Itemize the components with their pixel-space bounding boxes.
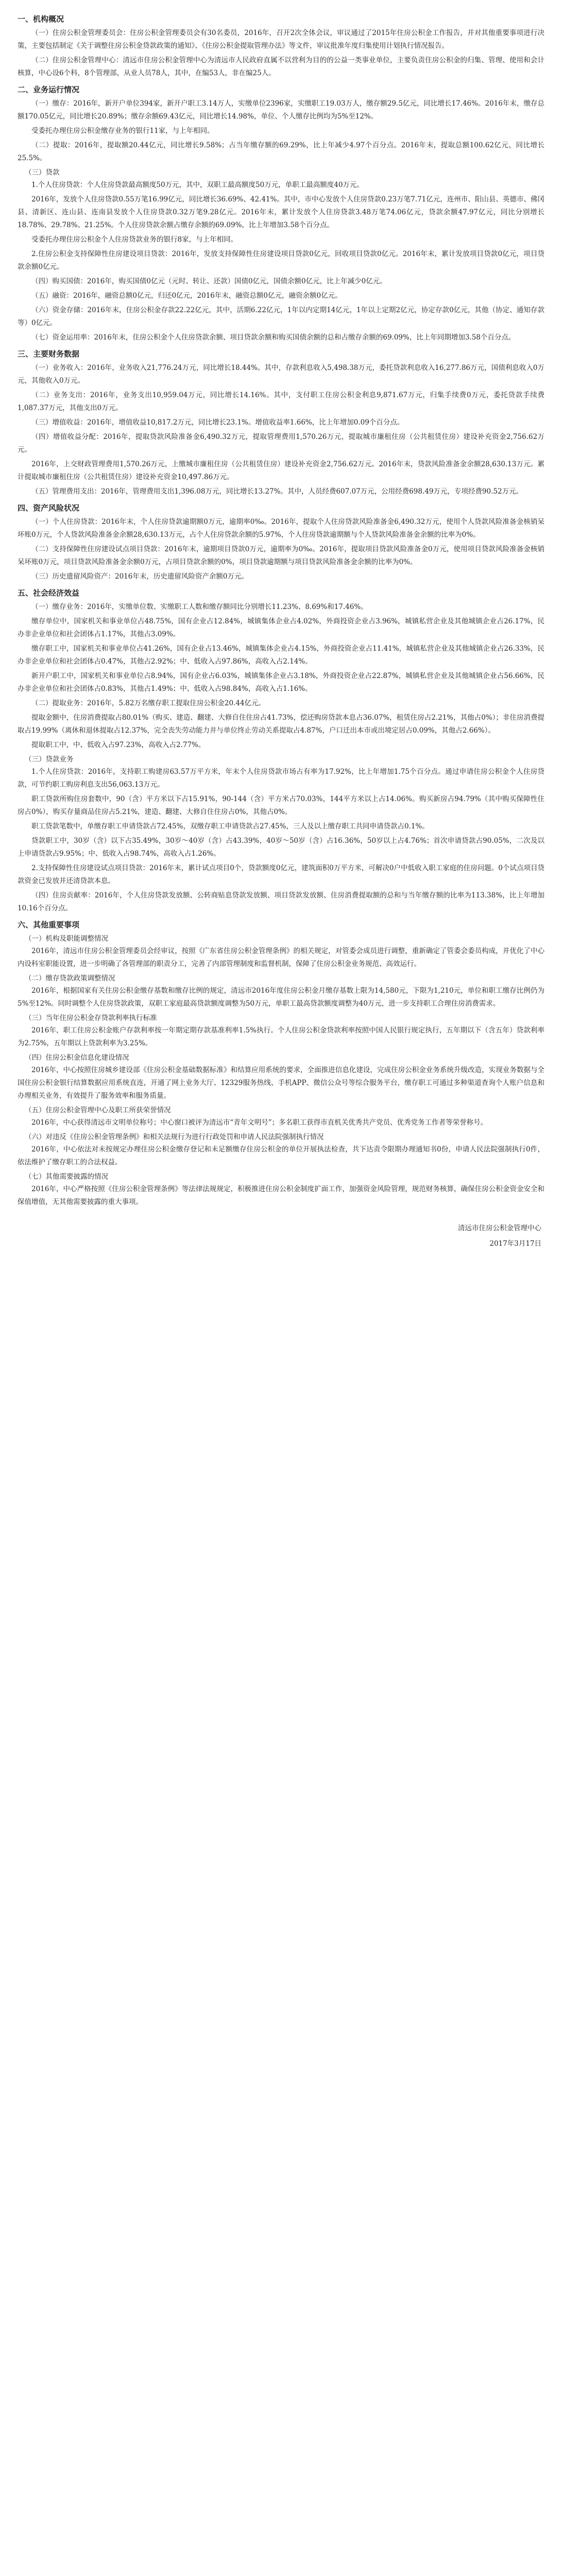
subsection-heading: （七）其他需要披露的情况 bbox=[25, 1173, 108, 1181]
paragraph: （四）住房贡献率：2016年，个人住房贷款发放额、公转商贴息贷款发放额、项目贷款发放额、住房消费提取额的总和与当年缴存额的比率为113.38%，比上年增加10.16个百分点。 bbox=[18, 891, 544, 912]
paragraph: （一）业务收入：2016年，业务收入21,776.24万元，同比增长18.44%。其中，存款利息收入5,498.38万元，委托贷款利息收入16,277.86万元，国债利息收入0万元，其他收入0万元。 bbox=[18, 364, 544, 385]
subsection-heading: （一）机构及职能调整情况 bbox=[25, 935, 108, 943]
paragraph: 2016年，中心严格按照《住房公积金管理条例》等法律法规规定，积极推进住房公积金制度扩面工作，加强资金风险管理，规范财务核算，确保住房公积金资金安全和保值增值，无其他需要披露的重大事项。 bbox=[18, 1185, 544, 1206]
paragraph: （一）缴存业务：2016年，实缴单位数、实缴职工人数和缴存额同比分别增长11.23%、8.69%和17.46%。 bbox=[31, 603, 368, 611]
paragraph: 2016年，中心获得清远市文明单位称号；中心窗口被评为清远市“青年文明号”；多名职工获得市直机关优秀共产党员、优秀党务工作者等荣誉称号。 bbox=[31, 1118, 488, 1127]
paragraph: 1.个人住房贷款：个人住房贷款最高额度50万元，其中，双职工最高额度50万元，单职工最高额度40万元。 bbox=[31, 181, 364, 189]
paragraph: 2016年，根据国家有关住房公积金缴存基数和缴存比例的规定，清远市2016年度住房公积金月缴存基数上限为14,580元，下限为1,210元，单位和职工缴存比例仍为5%至12%。同时调整个人住房贷款政策，双职工家庭最高贷款额度调整为50万元，单职工最高贷款额度调整为40万元，进一步支持职工合理住房消费需求。 bbox=[18, 987, 544, 1008]
subsection-heading: （六）对违反《住房公积金管理条例》和相关法规行为进行行政处罚和申请人民法院强制执行情况 bbox=[25, 1133, 324, 1141]
paragraph: 2.住房公积金支持保障性住房建设项目贷款：2016年，发放支持保障性住房建设项目贷款0亿元，回收项目贷款0亿元。2016年末，累计发放项目贷款0亿元，项目贷款余额0亿元。 bbox=[18, 250, 544, 271]
paragraph: （二）提取：2016年，提取额20.44亿元，同比增长9.58%；占当年缴存额的69.29%，比上年减少4.97个百分点。2016年末，提取总额100.62亿元，同比增长25.5%。 bbox=[18, 141, 544, 162]
paragraph: 2016年，发放个人住房贷款0.55万笔16.99亿元，同比增长36.69%、42.41%。其中，市中心发放个人住房贷款0.23万笔7.71亿元，连州市、阳山县、英德市、佛冈县、清新区、连山县、连南县发放个人住房贷款0.32万笔9.28亿元。2016年末，累计发放个人住房贷款3.48万笔74.06亿元，贷款余额47.97亿元，同比分别增长18.78%、29.78%、21.25%。个人住房贷款余额占缴存余额的69.09%，比上年增加3.58个百分点。 bbox=[18, 195, 544, 229]
issue-date: 2017年3月17日 bbox=[489, 1240, 541, 1248]
paragraph: （二）住房公积金管理中心：清远市住房公积金管理中心为清远市人民政府直属不以营利为目的的公益一类事业单位，主要负责住房公积金的归集、管理、使用和会计核算，中心设6个科，8个管理部，从业人员78人，其中，在编53人，非在编25人。 bbox=[18, 56, 544, 77]
paragraph: 缴存职工中，国家机关和事业单位占41.26%，国有企业占13.46%，城镇集体企业占4.15%，外商投资企业占11.41%，城镇私营企业及其他城镇企业占26.33%，民办非企业单位和社会团体占0.47%，其他占2.92%；中、低收入占97.86%，高收入占2.14%。 bbox=[18, 645, 544, 666]
subsection-heading: （三）贷款业务 bbox=[25, 755, 74, 764]
subsection-heading: （四）住房公积金信息化建设情况 bbox=[25, 1054, 129, 1062]
paragraph: （二）业务支出：2016年，业务支出10,959.04万元，同比增长14.16%。其中，支付职工住房公积金利息9,871.67万元，归集手续费0万元，委托贷款手续费1,087.37万元，其他支出0万元。 bbox=[18, 391, 544, 412]
paragraph: 2016年，清远市住房公积金管理委员会经审议，按照《广东省住房公积金管理条例》的相关规定，对管委会成员进行调整，重新确定了管委会委员构成，并优化了中心内设科室职能设置，进一步明确了各管理部的职责分工，完善了内部管理制度和监督机制，保障了住房公积金业务规范、高效运行。 bbox=[18, 947, 544, 968]
paragraph: （四）增值收益分配：2016年，提取贷款风险准备金6,490.32万元，提取管理费用1,570.26万元，提取城市廉租住房（公共租赁住房）建设补充资金2,756.62万元。 bbox=[18, 433, 544, 454]
paragraph: 2016年，中心按照住房城乡建设部《住房公积金基础数据标准》和结算应用系统的要求，全面推进信息化建设，完成住房公积金业务系统升级改造，实现业务数据与全国住房公积金银行结算数据应用系统直连，开通了网上业务大厅、12329服务热线、手机APP、微信公众号等综合服务平台，缴存职工可通过多种渠道查询个人账户信息和办理相关业务，有效提升了服务效率和服务质量。 bbox=[18, 1066, 544, 1100]
paragraph: （二）支持保障性住房建设试点项目贷款：2016年末，逾期项目贷款0万元，逾期率为0‰。2016年，提取项目贷款风险准备金0万元，使用项目贷款风险准备金核销呆坏账0万元，项目贷款风险准备金余额0万元，占项目贷款余额的0%，项目贷款逾期额与项目贷款风险准备金余额的比率为0%。 bbox=[18, 545, 544, 566]
paragraph: （一）缴存：2016年，新开户单位394家，新开户职工3.14万人，实缴单位2396家，实缴职工19.03万人，缴存额29.5亿元，同比增长17.46%。2016年末，缴存总额170.05亿元，同比增长20.89%；缴存余额69.43亿元，同比增长14.98%，单位、个人缴存比例均为5%至12%。 bbox=[18, 99, 544, 121]
paragraph: 受委托办理住房公积金缴存业务的银行11家，与上年相同。 bbox=[31, 127, 214, 135]
paragraph: （七）资金运用率：2016年末，住房公积金个人住房贷款余额、项目贷款余额和购买国债余额的总和占缴存余额的69.09%，比上年同期增加3.58个百分点。 bbox=[31, 333, 516, 342]
paragraph: 2016年，上交财政管理费用1,570.26万元，上缴城市廉租住房（公共租赁住房）建设补充资金2,756.62万元。2016年末，贷款风险准备金余额28,630.13万元。累计提取城市廉租住房（公共租赁住房）建设补充资金10,497.86万元。 bbox=[18, 460, 544, 481]
paragraph: （一）住房公积金管理委员会：住房公积金管理委员会有30名委员，2016年，召开2次全体会议，审议通过了2015年住房公积金工作报告，并对其他重要事项进行决策，主要包括制定《关于调整住房公积金贷款政策的通知》、《住房公积金提取管理办法》等文件，审议批准年度归集使用计划执行情况报告。 bbox=[18, 29, 544, 50]
paragraph: 贷款职工中，30岁（含）以下占35.49%，30岁～40岁（含）占43.39%，40岁～50岁（含）占16.36%，50岁以上占4.76%；首次申请贷款占90.05%，二次及以上申请贷款占9.95%；中、低收入占98.74%，高收入占1.26%。 bbox=[18, 837, 544, 858]
section-heading: 六、其他重要事项 bbox=[18, 920, 80, 929]
subsection-heading: （三）贷款 bbox=[25, 168, 60, 177]
paragraph: （二）提取业务：2016年，5.82万名缴存职工提取住房公积金20.44亿元。 bbox=[31, 699, 266, 707]
paragraph: 职工贷款所购住房套数中，90（含）平方米以下占15.91%，90-144（含）平方米占70.03%，144平方米以上占14.06%。购买新房占94.79%（其中购买保障性住房占0%），购买存量商品住房占5.21%，建造、翻建、大修自住住房占0%，其他占0%。 bbox=[18, 795, 544, 816]
paragraph: 职工贷款笔数中，单缴存职工申请贷款占72.45%，双缴存职工申请贷款占27.45%，三人及以上缴存职工共同申请贷款占0.1%。 bbox=[31, 822, 429, 831]
paragraph: （三）增值收益：2016年，增值收益10,817.2万元，同比增长23.1%。增值收益率1.66%，比上年增加0.09个百分点。 bbox=[31, 418, 404, 427]
subsection-heading: （三）当年住房公积金存贷款利率执行标准 bbox=[25, 1014, 157, 1022]
paragraph: 1.个人住房贷款：2016年，支持职工购建房63.57万平方米，年末个人住房贷款市场占有率为17.92%，比上年增加1.75个百分点。通过申请住房公积金个人住房贷款，可节约职工购房利息支出56,063.13万元。 bbox=[18, 768, 544, 789]
section-heading: 二、业务运行情况 bbox=[18, 85, 80, 94]
paragraph: 新开户职工中，国家机关和事业单位占8.94%，国有企业占6.03%，城镇集体企业占3.18%，外商投资企业占22.87%，城镇私营企业及其他城镇企业占56.66%，民办非企业单位和社会团体占0.83%，其他占1.49%；中、低收入占98.84%，高收入占1.16%。 bbox=[18, 672, 544, 693]
paragraph: 2.支持保障性住房建设试点项目贷款：2016年末，累计试点项目0个，贷款额度0亿元，建筑面积0万平方米，可解决0户中低收入职工家庭的住房问题。0个试点项目贷款资金已发放并还清贷款本息。 bbox=[18, 864, 544, 885]
signature-block bbox=[18, 1222, 544, 1250]
paragraph: （五）融资：2016年，融资总额0亿元，归还0亿元，2016年末，融资总额0亿元，融资余额0亿元。 bbox=[31, 292, 342, 300]
subsection-heading: （二）缴存贷款政策调整情况 bbox=[25, 974, 115, 982]
section-heading: 三、主要财务数据 bbox=[18, 349, 80, 359]
subsection-heading: （五）住房公积金管理中心及职工所获荣誉情况 bbox=[25, 1106, 171, 1114]
section-heading: 五、社会经济效益 bbox=[18, 588, 80, 598]
paragraph: （五）管理费用支出：2016年，管理费用支出1,396.08万元，同比增长13.27%。其中，人员经费607.07万元，公用经费698.49万元，专项经费90.52万元。 bbox=[31, 487, 523, 496]
paragraph: （三）历史遗留风险资产：2016年末，历史遗留风险资产余额0万元。 bbox=[31, 572, 248, 581]
paragraph: （一）个人住房贷款：2016年末，个人住房贷款逾期额0万元，逾期率0‰。2016年，提取个人住房贷款风险准备金6,490.32万元，使用个人贷款风险准备金核销呆坏账0万元，个人贷款风险准备金余额28,630.13万元，占个人住房贷款余额的5.97%，个人住房贷款逾期额与个人贷款风险准备金余额的比率为0%。 bbox=[18, 518, 544, 539]
section-heading: 一、机构概况 bbox=[18, 14, 64, 24]
paragraph: 2016年，中心依法对未按规定办理住房公积金缴存登记和未足额缴存住房公积金的单位开展执法检查，共下达责令限期办理通知书0份，申请人民法院强制执行0件，依法维护了缴存职工的合法权益。 bbox=[18, 1145, 544, 1166]
issuing-organization: 清远市住房公积金管理中心 bbox=[458, 1224, 541, 1232]
paragraph: 缴存单位中，国家机关和事业单位占48.75%，国有企业占12.84%，城镇集体企业占4.02%，外商投资企业占3.96%，城镇私营企业及其他城镇企业占26.17%，民办非企业单位和社会团体占1.17%，其他占3.09%。 bbox=[18, 617, 544, 638]
paragraph: （六）资金存储：2016年末，住房公积金存款22.22亿元，其中，活期6.22亿元，1年以内定期14亿元，1年以上定期2亿元，协定存款0亿元，其他（协定、通知存款等）0亿元。 bbox=[18, 306, 544, 327]
paragraph: （四）购买国债：2016年，购买国债0亿元（元时、转让、还款）国债0亿元，国债余额0亿元，比上年减少0亿元。 bbox=[31, 277, 387, 285]
report-body bbox=[18, 12, 544, 1209]
paragraph: 提取职工中，中、低收入占97.23%，高收入占2.77%。 bbox=[31, 741, 206, 749]
paragraph: 2016年，职工住房公积金账户存款利率按一年期定期存款基准利率1.5%执行。个人住房公积金贷款利率按照中国人民银行规定执行，五年期以下（含五年）贷款利率为2.75%，五年期以上贷款利率为3.25%。 bbox=[18, 1026, 544, 1047]
section-heading: 四、资产风险状况 bbox=[18, 503, 80, 513]
paragraph: 受委托办理住房公积金个人住房贷款业务的银行8家，与上年相同。 bbox=[31, 235, 238, 244]
paragraph: 提取金额中，住房消费提取占80.01%（购买、建造、翻建、大修自住住房占41.73%，偿还购房贷款本息占36.07%，租赁住房占2.21%，其他占0%）；非住房消费提取占19.99%（离休和退休提取占12.37%，完全丧失劳动能力并与单位终止劳动关系提取占4.87%，户口迁出本市或出境定居占0.09%，其他占2.66%）。 bbox=[18, 714, 544, 735]
